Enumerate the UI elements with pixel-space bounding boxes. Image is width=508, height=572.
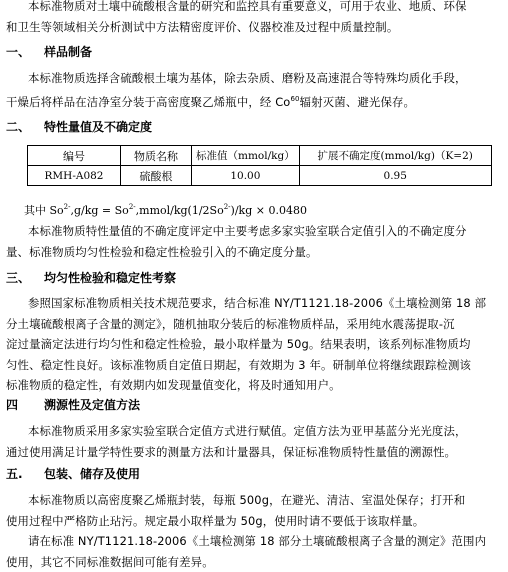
table-cell-uncertainty: 0.95: [299, 166, 491, 186]
conversion-formula: 其中 $So^{2-},g/kg$ = $So^{2-},mmol/kg(1/2So^{2-})/kg \times 0.0480$: [24, 203, 307, 217]
table-header-value: 标准值（mmol/kg）: [192, 146, 300, 166]
intro-paragraph: 本标准物质对土壤中硫酸根含量的研究和监控具有重要意义，可用于农业、地质、环保 和卫生等领域相关分析测试中方法精密度评价、仪器校准及过程中质量控制。: [6, 0, 467, 34]
table-header-id: 编号: [28, 146, 121, 166]
table-header-uncertainty: 扩展不确定度(mmol/kg)（K=2): [299, 146, 491, 166]
table-header-row: [28, 146, 492, 166]
table-cell-value: 10.00: [192, 166, 300, 186]
table-header-name: 物质名称: [121, 146, 192, 166]
section-heading-4: 四 溯源性及定值方法: [6, 398, 141, 412]
section-heading-2: 二、 特性量值及不确定度: [6, 120, 153, 134]
packaging-paragraph: 本标准物质以高密度聚乙烯瓶封装，每瓶 500g，在避光、清洁、室温处保存；打开和 使用过程中严格防止玷污。规定最小取样量为 50g，使用时请不要低于该取样量。 请在标准 NY/T1121.18-2006《土壤检测第 18 部分土壤硫酸根离子含量的测定》范围内 使用，其它不同标准数据间可能有差异。: [6, 493, 487, 569]
section-heading-5: 五. 包装、储存及使用: [6, 467, 141, 481]
uncertainty-paragraph: 本标准物质特性量值的不确定度评定中主要考虑多家实验室联合定值引入的不确定度分 量、标准物质均匀性检验和稳定性检验引入的不确定度分量。: [6, 224, 467, 259]
section-heading-1: 一、 样品制备: [6, 45, 93, 59]
specification-table: [27, 145, 492, 186]
prep-paragraph: 本标准物质选择含硫酸根土壤为基体，除去杂质、磨粉及高速混合等特殊均质化手段， 干燥后将样品在洁净室分装于高密度聚乙烯瓶中，经 Co$^{60}$辐射灭菌、避光保存。: [6, 71, 467, 109]
table-cell-id: RMH-A082: [28, 166, 121, 186]
homogeneity-paragraph: 参照国家标准物质相关技术规范要求，结合标准 NY/T1121.18-2006《土壤检测第 18 部 分土壤硫酸根离子含量的测定》，随机抽取分装后的标准物质样品，采用纯水震荡提取-沉 淀过量滴定法进行均匀性和稳定性检验，最小取样量为 50g。结果表明，该系列标准物质均 匀性、稳定性良好。该标准物质自定值日期起，有效期为 3 年。研制单位将继续跟踪检测该 标准物质的稳定性，有效期内如发现量值变化，将及时通知用户。: [6, 296, 487, 392]
table-row: [28, 166, 492, 186]
table-cell-name: 硫酸根: [121, 166, 192, 186]
traceability-paragraph: 本标准物质采用多家实验室联合定值方式进行赋值。定值方法为亚甲基蓝分光光度法， 通过使用满足计量学特性要求的测量方法和计量器具，保证标准物质特性量值的溯源性。: [6, 424, 467, 459]
section-heading-3: 三、 均匀性检验和稳定性考察: [6, 271, 177, 285]
